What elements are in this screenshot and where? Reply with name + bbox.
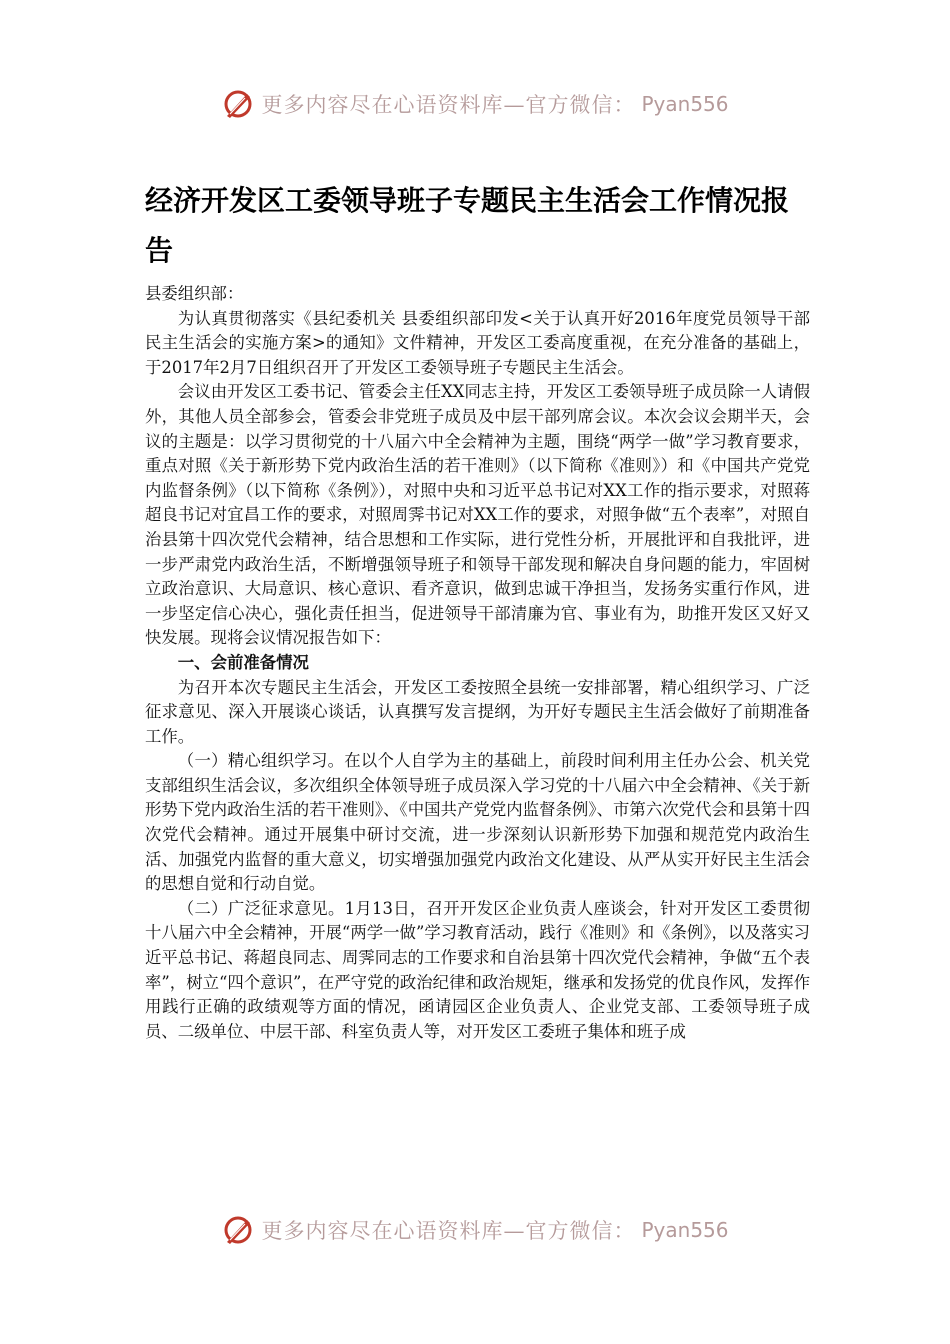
watermark-banner-top (0, 84, 950, 124)
paragraph: 为召开本次专题民主生活会，开发区工委按照全县统一安排部署，精心组织学习、广泛征求意见、深入开展谈心谈话，认真撰写发言提纲，为开好专题民主生活会做好了前期准备工作。 (145, 677, 810, 746)
watermark-text: 更多内容尽在心语资料库—官方微信： (261, 93, 636, 117)
salutation: 县委组织部： (145, 284, 244, 303)
paragraph: （二）广泛征求意见。1月13日，召开开发区企业负责人座谈会，针对开发区工委贯彻十八届六中全会精神，开展“两学一做”学习教育活动，践行《准则》和《条例》，以及落实习近平总书记、蒋超良同志、周霁同志的工作要求和自治县第十四次党代会精神，争做“五个表率”，树立“四个意识”，在严守党的政治纪律和政治规矩，继承和发扬党的优良作风，发挥作用践行正确的政绩观等方面的情况，函请园区企业负责人、企业党支部、工委领导班子成员、二级单位、中层干部、科室负责人等，对开发区工委班子集体和班子成 (145, 898, 810, 1041)
watermark-text: 更多内容尽在心语资料库—官方微信： (261, 1219, 636, 1243)
document-body (145, 282, 810, 1044)
section-heading: 一、会前准备情况 (177, 652, 309, 672)
paragraph: 为认真贯彻落实《县纪委机关 县委组织部印发<关于认真开好2016年度党员领导干部民主生活会的实施方案>的通知》文件精神，开发区工委高度重视，在充分准备的基础上，于2017年2月7日组织召开了开发区工委领导班子专题民主生活会。 (145, 308, 810, 377)
quill-pen-logo-icon (221, 1213, 255, 1247)
paragraph: （一）精心组织学习。在以个人自学为主的基础上，前段时间利用主任办公会、机关党支部组织生活会议，多次组织全体领导班子成员深入学习党的十八届六中全会精神、《关于新形势下党内政治生活的若干准则》、《中国共产党党内监督条例》、市第六次党代会和县第十四次党代会精神。通过开展集中研讨交流，进一步深刻认识新形势下加强和规范党内政治生活、加强党内监督的重大意义，切实增强加强党内政治文化建设、从严从实开好民主生活会的思想自觉和行动自觉。 (145, 751, 810, 894)
watermark-banner-bottom (0, 1210, 950, 1250)
quill-pen-logo-icon (221, 87, 255, 121)
watermark-wechat-id: Pyan556 (641, 92, 729, 116)
watermark-wechat-id: Pyan556 (641, 1218, 729, 1242)
document-title: 经济开发区工委领导班子专题民主生活会工作情况报告 (145, 184, 790, 267)
paragraph: 会议由开发区工委书记、管委会主任XX同志主持，开发区工委领导班子成员除一人请假外，其他人员全部参会，管委会非党班子成员及中层干部列席会议。本次会议会期半天，会议的主题是：以学习贯彻党的十八届六中全会精神为主题，围绕“两学一做”学习教育要求，重点对照《关于新形势下党内政治生活的若干准则》（以下简称《准则》）和《中国共产党党内监督条例》（以下简称《条例》），对照中央和习近平总书记对XX工作的指示要求，对照蒋超良书记对宜昌工作的要求，对照周霁书记对XX工作的要求，对照争做“五个表率”，对照自治县第十四次党代会精神，结合思想和工作实际，进行党性分析，开展批评和自我批评，进一步严肃党内政治生活，不断增强领导班子和领导干部发现和解决自身问题的能力，牢固树立政治意识、大局意识、核心意识、看齐意识，做到忠诚干净担当，发扬务实重行作风，进一步坚定信心决心，强化责任担当，促进领导干部清廉为官、事业有为，助推开发区又好又快发展。现将会议情况报告如下： (145, 382, 810, 648)
